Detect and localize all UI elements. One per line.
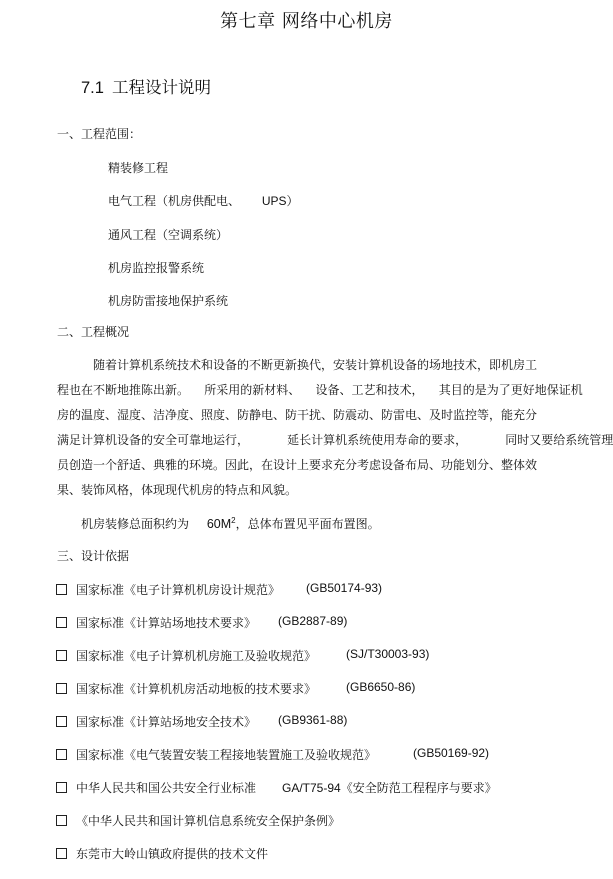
scope-item: 机房防雷接地保护系统	[108, 294, 229, 308]
scope-item: 精装修工程	[108, 161, 169, 175]
basis-code: (GB9361-88)	[278, 713, 348, 727]
scope-item: 通风工程（空调系统）	[108, 228, 229, 242]
paragraph-line: 随着计算机系统技术和设备的不断更新换代，安装计算机设备的场地技术，即机房工	[93, 358, 538, 372]
basis-item: 国家标准《计算站场地技术要求》	[56, 614, 256, 631]
checkbox-icon	[56, 815, 67, 826]
checkbox-icon	[56, 584, 67, 595]
paragraph-line: 房的温度、湿度、洁净度、照度、防静电、防干扰、防震动、防雷电、及时监控等，能充分	[57, 408, 538, 422]
paragraph-line: 果、装饰风格，体现现代机房的特点和风貌。	[57, 483, 298, 497]
scope-item-text: 电气工程（机房供配电、	[108, 194, 241, 208]
paragraph-line: 员创造一个舒适、典雅的环境。因此，在设计上要求充分考虑设备布局、功能划分、整体效	[57, 458, 538, 472]
section-title	[81, 74, 211, 98]
part2-heading: 二、工程概况	[57, 325, 130, 339]
area-prefix: 机房装修总面积约为	[81, 517, 190, 531]
checkbox-icon	[56, 683, 67, 694]
scope-item-ups: UPS）	[261, 194, 299, 208]
area-line	[81, 515, 380, 532]
checkbox-icon	[56, 716, 67, 727]
basis-code: (SJ/T30003-93)	[346, 647, 430, 661]
checkbox-icon	[56, 848, 67, 859]
basis-item: 中华人民共和国公共安全行业标准	[56, 779, 256, 796]
basis-item: 国家标准《电子计算机机房设计规范》	[56, 581, 280, 598]
part1-heading: 一、工程范围：	[57, 127, 142, 141]
basis-code: (GB50174-93)	[306, 581, 383, 595]
section-number: 7.1	[81, 79, 104, 97]
section-title-text: 工程设计说明	[111, 78, 211, 97]
basis-code: GA/T75-94《安全防范工程程序与要求》	[282, 781, 497, 795]
area-value: $60M^2$	[206, 515, 236, 531]
basis-item: 国家标准《计算机机房活动地板的技术要求》	[56, 680, 316, 697]
basis-item: 国家标准《电子计算机机房施工及验收规范》	[56, 647, 316, 664]
basis-item: 东莞市大岭山镇政府提供的技术文件	[56, 845, 268, 862]
basis-item: 《中华人民共和国计算机信息系统安全保护条例》	[56, 812, 340, 829]
basis-code: (GB50169-92)	[413, 746, 490, 760]
basis-code: (GB6650-86)	[346, 680, 416, 694]
checkbox-icon	[56, 650, 67, 661]
checkbox-icon	[56, 617, 67, 628]
paragraph-line: 程也在不断地推陈出新。 所采用的新材料、 设备、工艺和技术， 其目的是为了更好地保证机	[57, 383, 583, 397]
basis-item: 国家标准《计算站场地安全技术》	[56, 713, 256, 730]
checkbox-icon	[56, 782, 67, 793]
scope-item	[108, 192, 299, 209]
checkbox-icon	[56, 749, 67, 760]
area-suffix: ，总体布置见平面布置图。	[235, 517, 380, 531]
paragraph-line: 满足计算机设备的安全可靠地运行， 延长计算机系统使用寿命的要求， 同时又要给系统管理	[57, 433, 613, 447]
chapter-title: 第七章 网络中心机房	[220, 11, 393, 32]
part3-heading: 三、设计依据	[57, 549, 130, 563]
basis-item: 国家标准《电气装置安装工程接地装置施工及验收规范》	[56, 746, 376, 763]
scope-item: 机房监控报警系统	[108, 261, 205, 275]
basis-code: (GB2887-89)	[278, 614, 348, 628]
